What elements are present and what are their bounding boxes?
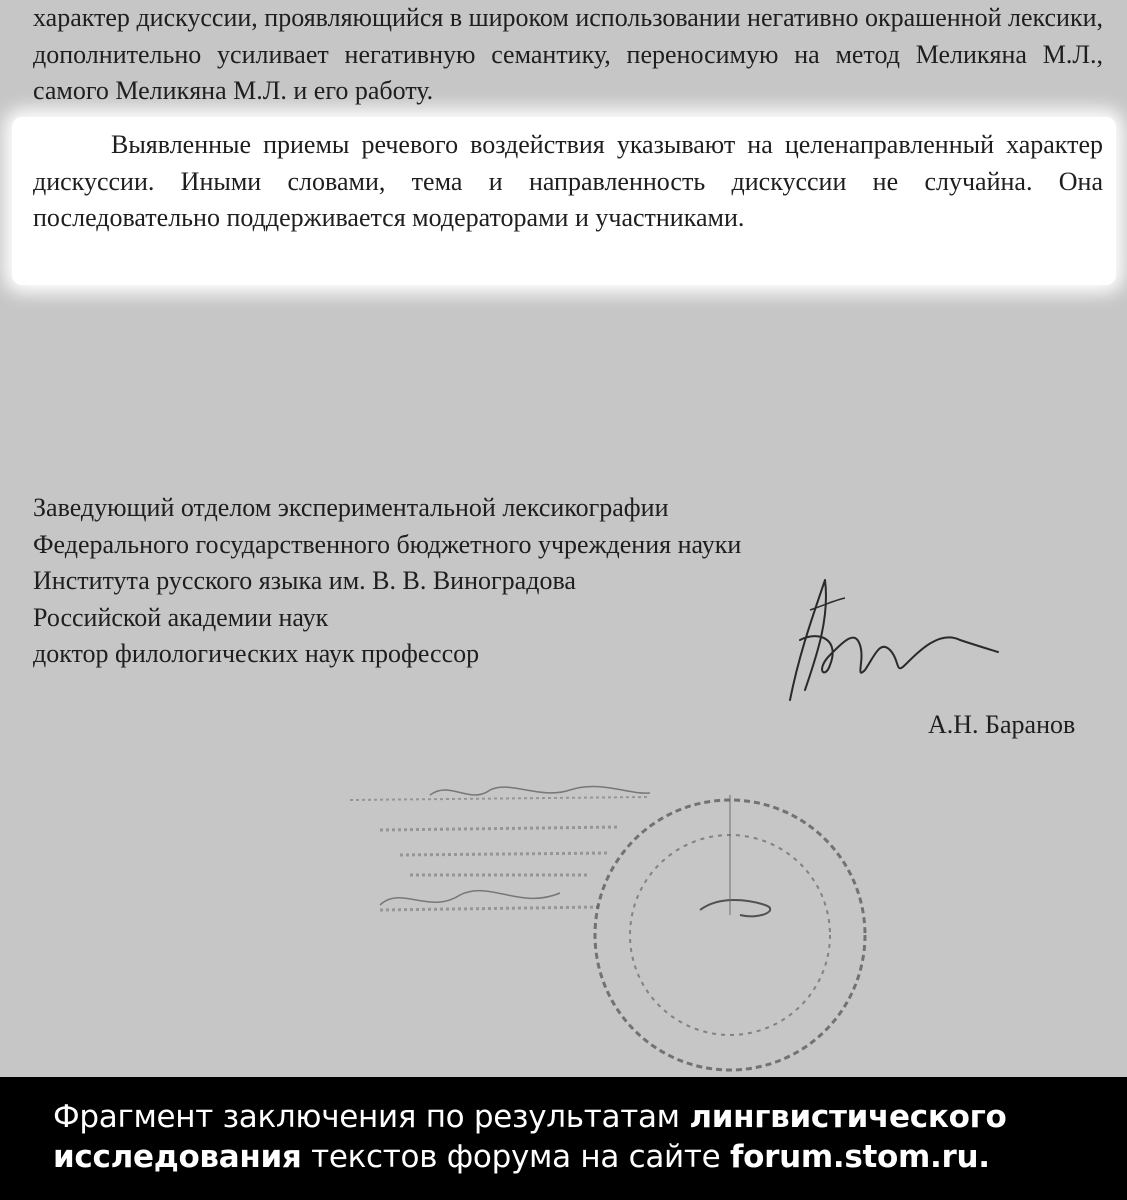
official-stamp-seal xyxy=(320,775,880,1075)
position-line-2: Федерального государственного бюджетного учреждения науки xyxy=(33,529,742,559)
caption-line-1 xyxy=(53,1097,1127,1137)
caption-line-2 xyxy=(53,1137,1127,1177)
signatory-name: А.Н. Баранов xyxy=(928,710,1076,739)
caption-bold-text: исследования xyxy=(53,1139,302,1175)
site-link[interactable]: forum.stom.ru. xyxy=(729,1139,990,1175)
position-line-4: Российской академии наук xyxy=(33,602,329,632)
position-line-1: Заведующий отделом экспериментальной лексикографии xyxy=(33,493,669,522)
paragraph-1: характер дискуссии, проявляющийся в широком использовании негативно окрашенной лексики, дополнительно усиливает негативную семантику, переносимую на метод Меликяна М.Л., самого Меликяна М.Л. и его работу. xyxy=(33,3,1103,105)
position-line-5: доктор филологических наук профессор xyxy=(33,639,480,668)
handwritten-signature xyxy=(770,570,1000,710)
caption-bold-text: лингвистического xyxy=(689,1099,1007,1135)
paragraph-2-highlighted: Выявленные приемы речевого воздействия указывают на целенаправленный характер дискуссии. Иными словами, тема и направленность дискуссии не случайна. Она последовательно поддерживается модераторами и участниками. xyxy=(33,130,1103,232)
caption-text: Фрагмент заключения по результатам xyxy=(53,1099,690,1135)
caption-banner xyxy=(0,1077,1127,1200)
caption-text: текстов форума на сайте xyxy=(301,1139,730,1175)
position-line-3: Института русского языка им. В. В. Виноградова xyxy=(33,566,576,595)
signature-block xyxy=(33,490,741,673)
